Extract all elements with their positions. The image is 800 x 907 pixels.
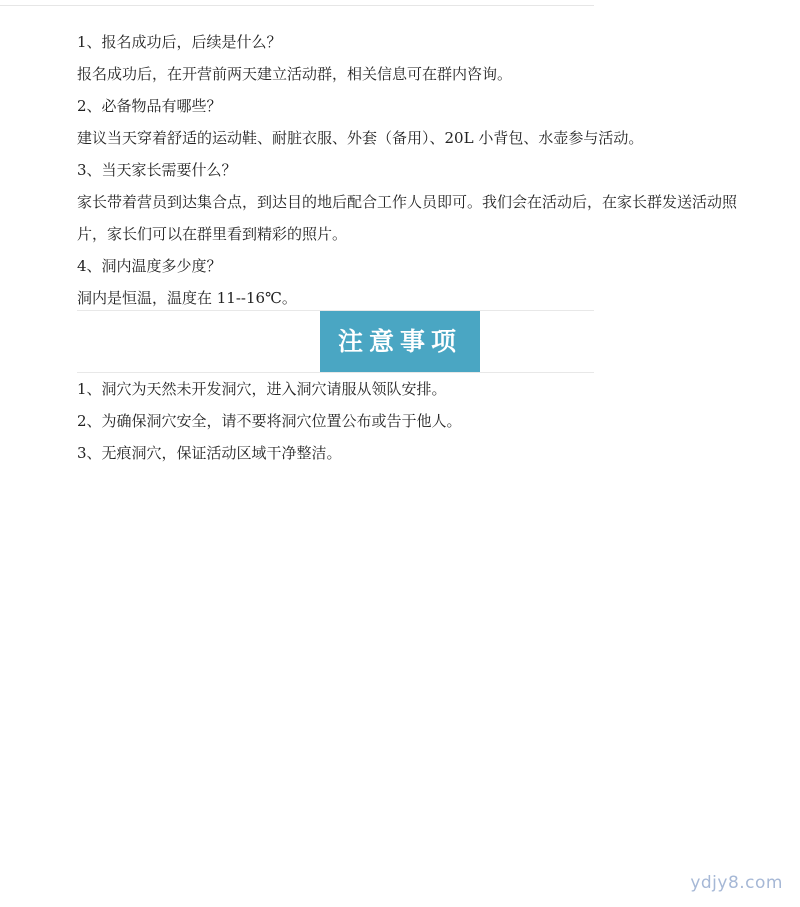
faq-answer-4: 洞内是恒温，温度在 11--16℃。 bbox=[77, 289, 297, 307]
faq-question-4: 4、洞内温度多少度？ bbox=[77, 257, 222, 275]
faq-answer-1: 报名成功后，在开营前两天建立活动群，相关信息可在群内咨询。 bbox=[77, 65, 513, 83]
top-divider bbox=[0, 5, 594, 6]
faq-section bbox=[77, 26, 757, 314]
notice-item-1: 1、洞穴为天然未开发洞穴，进入洞穴请服从领队安排。 bbox=[77, 380, 447, 398]
notice-banner: 注意事项 bbox=[320, 311, 480, 372]
notice-item-2: 2、为确保洞穴安全，请不要将洞穴位置公布或告于他人。 bbox=[77, 412, 462, 430]
faq-question-2: 2、必备物品有哪些？ bbox=[77, 97, 222, 115]
watermark: ydjy8.com bbox=[690, 873, 783, 893]
notice-item-3: 3、无痕洞穴，保证活动区域干净整洁。 bbox=[77, 444, 342, 462]
faq-answer-2: 建议当天穿着舒适的运动鞋、耐脏衣服、外套（备用）、20L 小背包、水壶参与活动。 bbox=[77, 129, 644, 147]
faq-question-1: 1、报名成功后，后续是什么？ bbox=[77, 33, 282, 51]
faq-question-3: 3、当天家长需要什么？ bbox=[77, 161, 237, 179]
faq-answer-3: 家长带着营员到达集合点，到达目的地后配合工作人员即可。我们会在活动后，在家长群发送活动照片，家长们可以在群里看到精彩的照片。 bbox=[77, 193, 738, 243]
notice-list bbox=[77, 373, 757, 469]
